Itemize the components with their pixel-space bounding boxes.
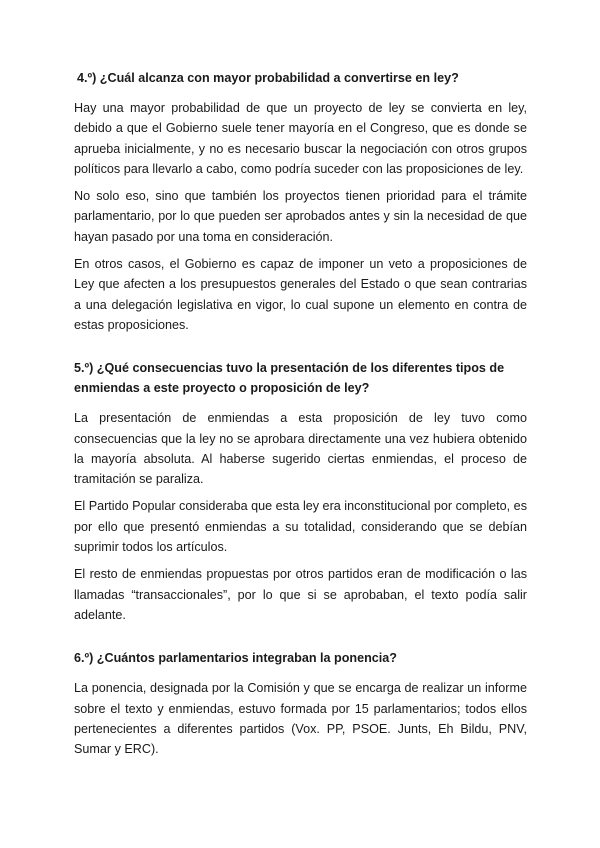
paragraph: El resto de enmiendas propuestas por otros partidos eran de modificación o las llamadas “transaccionales”, por lo que si se aprobaban, el texto podía salir adelante.	[74, 567, 527, 622]
section-spacer	[74, 342, 527, 358]
section-question-5	[74, 358, 527, 625]
paragraph: La ponencia, designada por la Comisión y que se encarga de realizar un informe sobre el texto y enmiendas, estuvo formada por 15 parlamentarios; todos ellos pertenecientes a diferentes partidos (Vox. PP, PSOE. Junts, Eh Bildu, PNV, Sumar y ERC).	[74, 681, 527, 757]
section-question-4	[74, 68, 527, 335]
paragraph: La presentación de enmiendas a esta proposición de ley tuvo como consecuencias que la ley no se aprobara directamente una vez hubiera obtenido la mayoría absoluta. Al haberse sugerido ciertas enmiendas, el proceso de tramitación se paraliza.	[74, 411, 527, 487]
section-question-6	[74, 648, 527, 759]
paragraph: Hay una mayor probabilidad de que un proyecto de ley se convierta en ley, debido a que el Gobierno suele tener mayoría en el Congreso, que es donde se aprueba inicialmente, y no es necesario buscar la negociación con otros grupos políticos para llevarlo a cabo, como podría suceder con las proposiciones de ley.	[74, 101, 527, 176]
section-heading: 6.º) ¿Cuántos parlamentarios integraban la ponencia?	[74, 651, 398, 666]
section-heading: 4.º) ¿Cuál alcanza con mayor probabilidad a convertirse en ley?	[77, 71, 459, 85]
paragraph: No solo eso, sino que también los proyectos tienen prioridad para el trámite parlamentario, por lo que pueden ser aprobados antes y sin la necesidad de que hayan pasado por una toma en consideración.	[74, 189, 527, 244]
section-heading: 5.º) ¿Qué consecuencias tuvo la presentación de los diferentes tipos de enmiendas a este proyecto o proposición de ley?	[74, 361, 505, 396]
section-spacer	[74, 632, 527, 648]
paragraph: El Partido Popular consideraba que esta ley era inconstitucional por completo, es por ello que presentó enmiendas a su totalidad, considerando que se debían suprimir todos los artículos.	[74, 499, 527, 555]
paragraph: En otros casos, el Gobierno es capaz de imponer un veto a proposiciones de Ley que afecten a los presupuestos generales del Estado o que sean contrarias a una delegación legislativa en vigor, lo cual supone un elemento en contra de estas proposiciones.	[74, 257, 527, 332]
document-page	[74, 68, 527, 766]
